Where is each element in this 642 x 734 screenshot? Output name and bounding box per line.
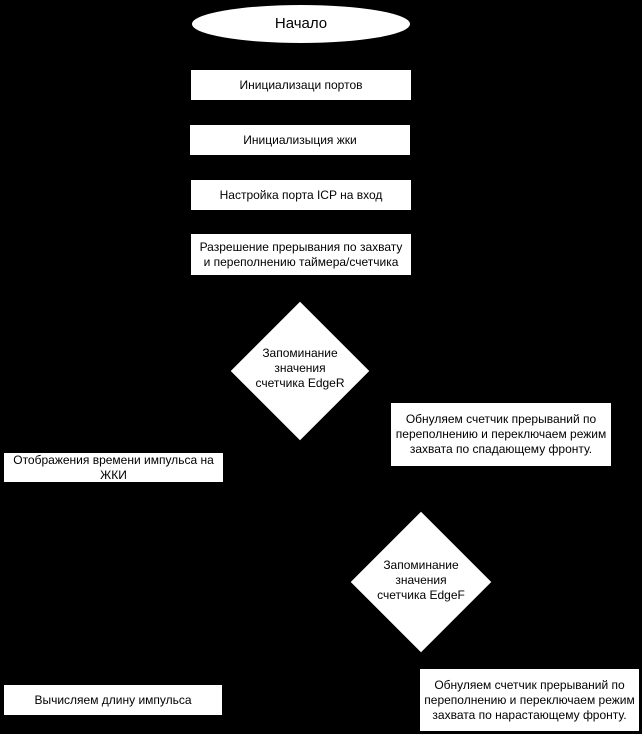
start-label: Начало (274, 15, 328, 32)
reset-falling-process (390, 402, 612, 467)
init-ports-label: Инициализаци портов (239, 78, 363, 92)
save-edge-f-label: Запоминание значения счетчика EdgeF (377, 558, 465, 602)
start-terminator (191, 4, 411, 44)
icp-setup-process (190, 179, 412, 211)
save-edge-r-label: Запоминание значения счетчика EdgeR (255, 346, 345, 390)
display-time-process (3, 452, 224, 483)
calc-length-label: Вычисляем длину импульса (34, 693, 192, 707)
save-edge-f-decision (349, 510, 493, 654)
interrupt-enable-process (190, 233, 412, 276)
display-time-label: Отображения времени импульса на ЖКИ (13, 452, 214, 482)
save-edge-r-decision (229, 300, 371, 442)
interrupt-enable-label: Разрешение прерывания по захвату и переполнению таймера/счетчика (199, 239, 403, 269)
calc-length-process (3, 684, 223, 716)
reset-rising-label: Обнуляем счетчик прерываний по переполнению и переключаем режим захвата по нарастающему фронту. (424, 677, 635, 722)
init-ports-process (190, 69, 412, 101)
init-lcd-label: Инициализыция жки (243, 133, 357, 147)
reset-rising-process (419, 668, 640, 732)
init-lcd-process (189, 124, 411, 156)
reset-falling-label: Обнуляем счетчик прерываний по переполнению и переключаем режим захвата по спадающему фронту. (395, 412, 607, 456)
icp-setup-label: Настройка порта ICP на вход (219, 188, 383, 202)
